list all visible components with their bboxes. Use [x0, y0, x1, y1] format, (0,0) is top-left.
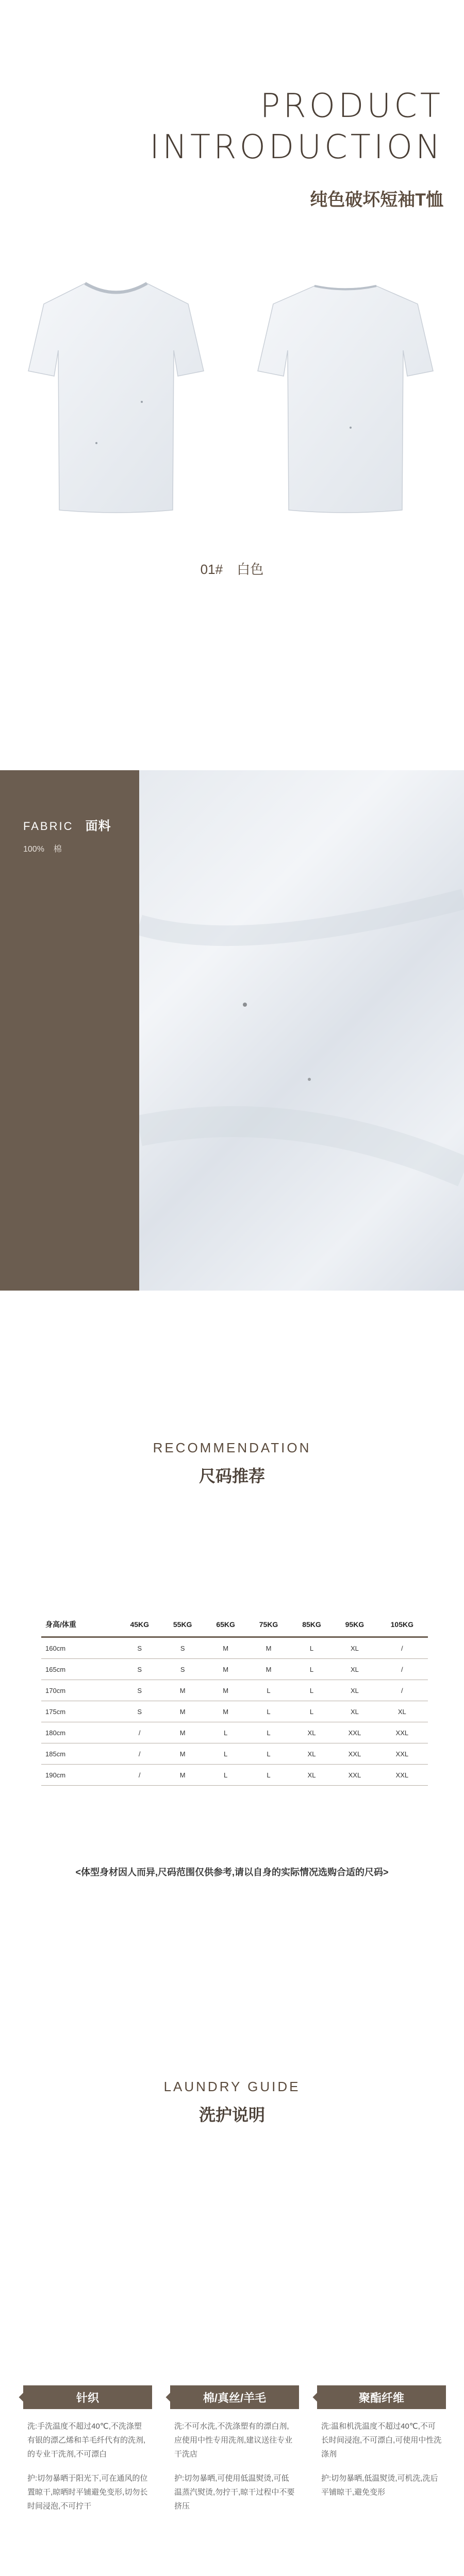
- hero-title-line2: INTRODUCTION: [150, 128, 443, 166]
- tshirt-front-image: [23, 273, 209, 520]
- size-row-height: 175cm: [41, 1701, 118, 1722]
- size-cell: /: [118, 1722, 161, 1743]
- size-header-cell: 75KG: [247, 1613, 290, 1637]
- size-header-cell: 95KG: [333, 1613, 376, 1637]
- size-cell: /: [118, 1743, 161, 1765]
- size-cell: L: [247, 1743, 290, 1765]
- size-note: <体型身材因人而异,尺码范围仅供参考,请以自身的实际情况选购合适的尺码>: [75, 1867, 389, 1877]
- size-table-row: [41, 1659, 428, 1680]
- size-cell: S: [118, 1680, 161, 1701]
- variant-number: 01#: [200, 562, 223, 577]
- fabric-composition: [23, 842, 62, 854]
- laundry-card-wash: 洗:温和机洗温度不超过40℃,不可长时间浸泡,不可漂白,可使用中性洗涤剂: [321, 2422, 442, 2459]
- fabric-label: [23, 816, 111, 834]
- laundry-card-wash: 洗:不可水洗,不洗涤塑有的漂白剂,应使用中性专用洗剂,建议送往专业干洗店: [174, 2422, 293, 2459]
- size-cell: XXL: [333, 1722, 376, 1743]
- size-cell: XL: [290, 1765, 333, 1786]
- size-cell: M: [161, 1680, 204, 1701]
- fabric-label-cn: 面料: [85, 819, 111, 833]
- laundry-card-care: 护:切勿暴晒,低温熨烫,可机洗,洗后平铺晾干,避免变形: [321, 2474, 438, 2497]
- size-table-row: [41, 1765, 428, 1786]
- size-cell: S: [161, 1637, 204, 1659]
- fabric-percent: 100%: [23, 845, 44, 854]
- size-cell: XL: [333, 1680, 376, 1701]
- fabric-label-en: FABRIC: [23, 820, 74, 833]
- recommendation-title-en: RECOMMENDATION: [153, 1440, 311, 1455]
- laundry-card-polyester: [317, 2385, 446, 2499]
- size-table: [41, 1613, 428, 1786]
- tshirt-back-image: [253, 273, 438, 520]
- size-row-height: 170cm: [41, 1680, 118, 1701]
- size-cell: M: [247, 1637, 290, 1659]
- size-table-row: [41, 1701, 428, 1722]
- size-cell: XL: [333, 1637, 376, 1659]
- size-cell: S: [161, 1659, 204, 1680]
- size-cell: XXL: [333, 1765, 376, 1786]
- laundry-card-knit: [23, 2385, 152, 2513]
- laundry-card-cotton-silk-wool: [170, 2385, 299, 2513]
- laundry-card-care: 护:切勿暴晒,可使用低温熨烫,可低温蒸汽熨烫,勿拧干,晾干过程中不要挤压: [174, 2474, 295, 2511]
- size-row-height: 190cm: [41, 1765, 118, 1786]
- size-cell: /: [376, 1680, 428, 1701]
- size-header-cell: 身高/体重: [41, 1613, 118, 1637]
- laundry-title-en: LAUNDRY GUIDE: [163, 2079, 301, 2094]
- size-header-cell: 105KG: [376, 1613, 428, 1637]
- size-cell: L: [247, 1701, 290, 1722]
- size-row-height: 185cm: [41, 1743, 118, 1765]
- size-cell: S: [118, 1659, 161, 1680]
- size-cell: M: [204, 1637, 247, 1659]
- size-table-row: [41, 1722, 428, 1743]
- laundry-title-cn: 洗护说明: [198, 2106, 265, 2124]
- size-cell: L: [204, 1722, 247, 1743]
- size-cell: /: [376, 1637, 428, 1659]
- size-row-height: 160cm: [41, 1637, 118, 1659]
- size-cell: XXL: [376, 1722, 428, 1743]
- size-cell: XL: [376, 1701, 428, 1722]
- size-cell: L: [247, 1722, 290, 1743]
- size-cell: M: [204, 1701, 247, 1722]
- size-cell: XXL: [333, 1743, 376, 1765]
- size-table-row: [41, 1680, 428, 1701]
- size-table-body: [41, 1637, 428, 1786]
- laundry-card-title: 针织: [23, 2385, 152, 2409]
- size-row-height: 180cm: [41, 1722, 118, 1743]
- laundry-card-care: 护:切勿暴晒于阳光下,可在通风的位置晾干,晾晒时平铺避免变形,切勿长时间浸泡,不可拧干: [27, 2474, 148, 2511]
- size-cell: L: [290, 1701, 333, 1722]
- size-cell: XL: [290, 1743, 333, 1765]
- size-cell: L: [204, 1765, 247, 1786]
- size-header-cell: 45KG: [118, 1613, 161, 1637]
- laundry-card-wash: 洗:手洗温度不超过40℃,不洗涤塑有银的漂乙烯和羊毛纤代有的洗剂,的专业干洗剂,不可漂白: [27, 2422, 146, 2459]
- size-cell: M: [161, 1722, 204, 1743]
- hero-title-line1: PRODUCT: [260, 87, 443, 125]
- size-cell: L: [290, 1659, 333, 1680]
- variant-color: 白色: [237, 562, 264, 577]
- size-cell: L: [290, 1680, 333, 1701]
- size-cell: M: [204, 1680, 247, 1701]
- size-table-row: [41, 1637, 428, 1659]
- fabric-texture: [139, 770, 464, 1291]
- laundry-card-title: 棉/真丝/羊毛: [170, 2385, 299, 2409]
- size-table-row: [41, 1743, 428, 1765]
- size-cell: XL: [333, 1701, 376, 1722]
- size-cell: M: [161, 1743, 204, 1765]
- size-cell: M: [161, 1701, 204, 1722]
- size-cell: M: [247, 1659, 290, 1680]
- size-row-height: 165cm: [41, 1659, 118, 1680]
- size-cell: L: [204, 1743, 247, 1765]
- size-header-cell: 85KG: [290, 1613, 333, 1637]
- variant-caption: [0, 559, 464, 578]
- size-cell: S: [118, 1701, 161, 1722]
- size-cell: M: [161, 1765, 204, 1786]
- fabric-material: 棉: [53, 845, 62, 854]
- fabric-closeup-image: [139, 770, 464, 1291]
- product-subtitle: 纯色破坏短袖T恤: [310, 190, 443, 210]
- size-cell: S: [118, 1637, 161, 1659]
- fabric-panel: [0, 770, 139, 1291]
- size-table-header: [41, 1613, 428, 1637]
- size-cell: XXL: [376, 1743, 428, 1765]
- fabric-section: [0, 770, 464, 1291]
- size-header-cell: 55KG: [161, 1613, 204, 1637]
- size-cell: XXL: [376, 1765, 428, 1786]
- size-header-cell: 65KG: [204, 1613, 247, 1637]
- recommendation-title-cn: 尺码推荐: [198, 1467, 265, 1485]
- size-cell: XL: [333, 1659, 376, 1680]
- laundry-card-title: 聚酯纤维: [317, 2385, 446, 2409]
- size-cell: /: [118, 1765, 161, 1786]
- size-cell: /: [376, 1659, 428, 1680]
- size-cell: L: [247, 1680, 290, 1701]
- size-cell: L: [290, 1637, 333, 1659]
- size-cell: M: [204, 1659, 247, 1680]
- size-cell: XL: [290, 1722, 333, 1743]
- size-cell: L: [247, 1765, 290, 1786]
